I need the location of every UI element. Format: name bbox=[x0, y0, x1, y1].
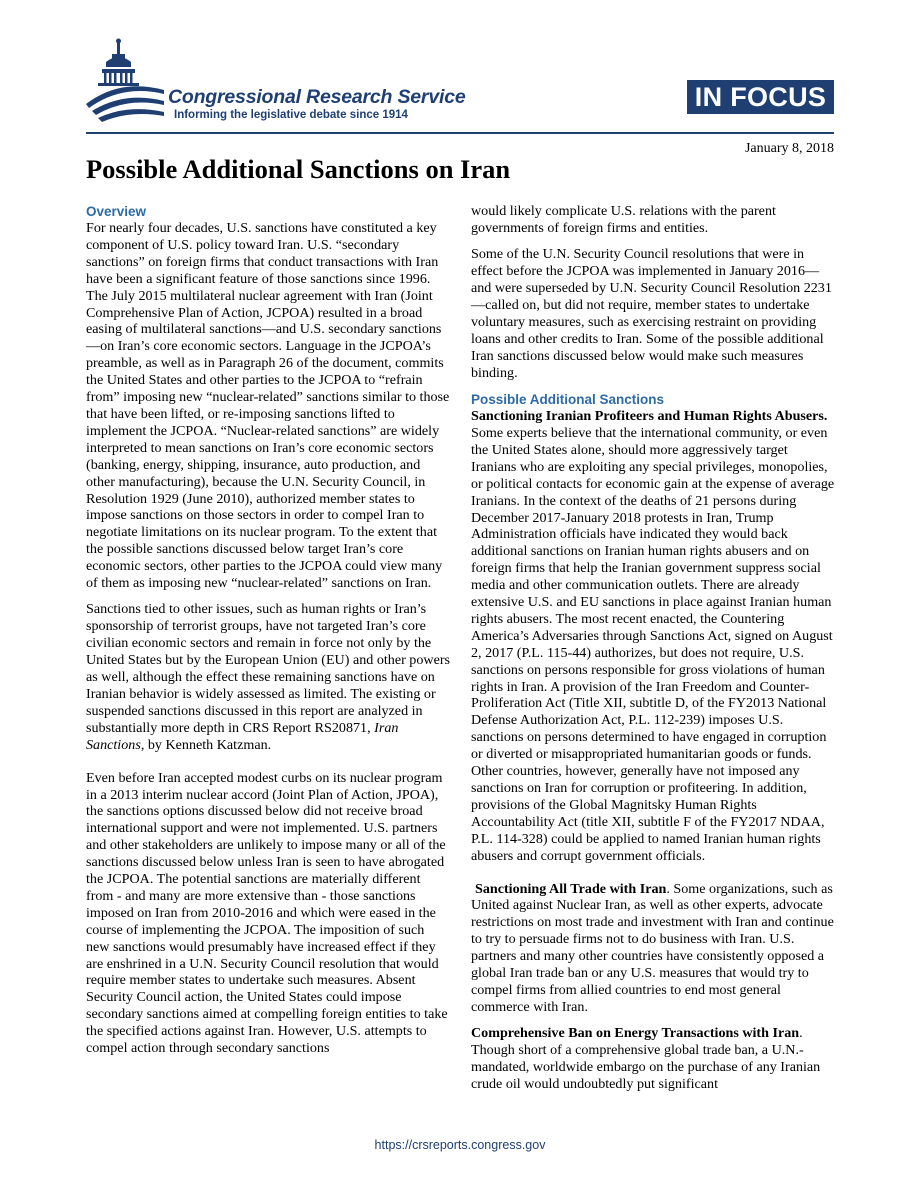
page-title: Possible Additional Sanctions on Iran bbox=[86, 154, 511, 184]
right-column bbox=[471, 203, 835, 1102]
section-energy-text: . Though short of a comprehensive global trade ban, a U.N.-mandated, worldwide embargo on the purchase of any Iranian crude oil would undoubtedly put significant bbox=[471, 1025, 821, 1092]
footer-url[interactable]: https://crsreports.congress.gov bbox=[374, 1138, 546, 1152]
section-all-trade-title: Sanctioning All Trade with Iran bbox=[475, 880, 667, 897]
overview-heading: Overview bbox=[86, 204, 147, 219]
section-energy-title: Comprehensive Ban on Energy Transactions with Iran bbox=[471, 1025, 800, 1042]
overview-paragraph-3-continued: would likely complicate U.S. relations with the parent governments of foreign firms and entities. bbox=[471, 203, 776, 236]
section-energy bbox=[471, 1025, 835, 1093]
section-human-rights bbox=[471, 408, 835, 864]
publication-date: January 8, 2018 bbox=[744, 141, 834, 156]
org-name: Congressional Research Service bbox=[168, 86, 466, 108]
section-all-trade-text: . Some organizations, such as United against Nuclear Iran, as well as other experts, advocate restrictions on most trade and investment with Iran and continue to try to persuade firms not to do business with Iran. U.S. partners and many other countries have consistently opposed a global Iran trade ban or any U.S. measures that would try to compel firms from allied countries to end most general commerce with Iran. bbox=[471, 880, 834, 1015]
overview-paragraph-4: Some of the U.N. Security Council resolutions that were in effect before the JCPOA was implemented in January 2016—and were superseded by U.N. Security Council Resolution 2231—called on, but did not require, member states to undertake voluntary measures, such as exercising restraint on providing loans and other credits to Iran. Some of the possible additional Iran sanctions discussed below would make such measures binding. bbox=[471, 246, 832, 381]
report-title: Iran Sanctions bbox=[86, 719, 399, 753]
section-human-rights-text: Some experts believe that the international community, or even the United States alone, should more aggressively target Iranians who are exploiting any special privileges, monopolies, or political contacts for economic gain at the expense of average Iranians. In the context of the deaths of 21 persons during December 2017-January 2018 protests in Iran, Trump Administration officials have indicated they would back additional sanctions on Iranian human rights abusers and on foreign firms that help the Iranian government suppress social media and other communication outlets. There are already extensive U.S. and EU sanctions in place against Iranian human rights abusers. The most recent enacted, the Countering America’s Adversaries through Sanctions Act, signed on August 2, 2017 (P.L. 115-44) authorizes, but does not require, U.S. sanctions on persons responsible for gross violations of human rights in Iran. A provision of the Iran Freedom and Counter-Proliferation Act (Title XII, subtitle D, of the FY2013 National Defense Authorization Act, P.L. 112-239) imposes U.S. sanctions on persons determined to have engaged in corruption or diverted or misappropriated humanitarian goods or funds. Other countries, however, generally have not imposed any sanctions on Iran for corruption or profiteering. In addition, provisions of the Global Magnitsky Human Rights Accountability Act (title XII, subtitle F of the FY2017 NDAA, P.L. 114-328) could be applied to named Iranian human rights abusers and corrupt government officials. bbox=[471, 424, 835, 864]
section-all-trade bbox=[471, 881, 835, 1016]
overview-paragraph-3: Even before Iran accepted modest curbs on its nuclear program in a 2013 interim nuclear accord (Joint Plan of Action, JPOA), the sanctions options discussed below did not receive broad international support and were not implemented. U.S. partners and other stakeholders are unlikely to impose many or all of the sanctions discussed below unless Iran is seen to have abrogated the JCPOA. The potential sanctions are materially different from - and many are more extensive than - those sanctions imposed on Iran from 2010-2016 and which were eased in the course of implementing the JCPOA. The imposition of such new sanctions would presumably have increased effect if they are enshrined in a U.N. Security Council resolution that would require member states to undertake such measures. Absent Security Council action, the United States could impose secondary sanctions aimed at compelling foreign entities to take the specified actions against Iran. However, U.S. attempts to compel action through secondary sanctions bbox=[86, 769, 448, 1057]
possible-sanctions-heading: Possible Additional Sanctions bbox=[471, 392, 665, 408]
overview-paragraph-2 bbox=[86, 601, 450, 753]
page-header bbox=[0, 0, 920, 135]
in-focus-badge: IN FOCUS bbox=[687, 80, 834, 114]
capitol-dome-icon bbox=[82, 36, 164, 128]
overview-paragraph-2-text: Sanctions tied to other issues, such as human rights or Iran’s sponsorship of terrorist groups, have not targeted Iran’s core civilian economic sectors and remain in force not only by the United States but by the European Union (EU) and other powers as well, although the effect these remaining sanctions have on Iranian behavior is widely assessed as limited. The existing or suspended sanctions discussed in this report are analyzed in substantially more depth in CRS Report RS20871, bbox=[86, 601, 451, 736]
left-column bbox=[86, 203, 450, 1067]
header-rule bbox=[86, 132, 834, 134]
overview-paragraph-1: For nearly four decades, U.S. sanctions have constituted a key component of U.S. policy toward Iran. U.S. “secondary sanctions” on foreign firms that conduct transactions with Iran have been a significant feature of those sanctions since 1996. The July 2015 multilateral nuclear agreement with Iran (Joint Comprehensive Plan of Action, JCPOA) resulted in a broad easing of multilateral sanctions—and U.S. secondary sanctions—on Iran’s core economic sectors. Language in the JCPOA’s preamble, as well as in Paragraph 26 of the document, commits the United States and other parties to the JCPOA to “refrain from” imposing new “nuclear-related” sanctions similar to those that have been lifted, or re-imposing sanctions lifted to implement the JCPOA. “Nuclear-related sanctions” are widely interpreted to mean sanctions on Iran’s core economic sectors (banking, energy, shipping, insurance, auto production, and other manufacturing), because the U.N. Security Council, in Resolution 1929 (June 2010), authorized member states to impose sanctions on those sectors in order to compel Iran to negotiate limitations on its nuclear program. To the extent that the possible sanctions discussed below target Iran’s core economic sectors, other parties to the JCPOA could view many of them as imposing new “nuclear-related” sanctions on Iran. bbox=[86, 220, 450, 592]
overview-paragraph-2-tail: , by Kenneth Katzman. bbox=[140, 736, 272, 753]
org-tagline: Informing the legislative debate since 1914 bbox=[174, 109, 408, 121]
section-human-rights-title: Sanctioning Iranian Profiteers and Human Rights Abusers. bbox=[471, 408, 828, 425]
